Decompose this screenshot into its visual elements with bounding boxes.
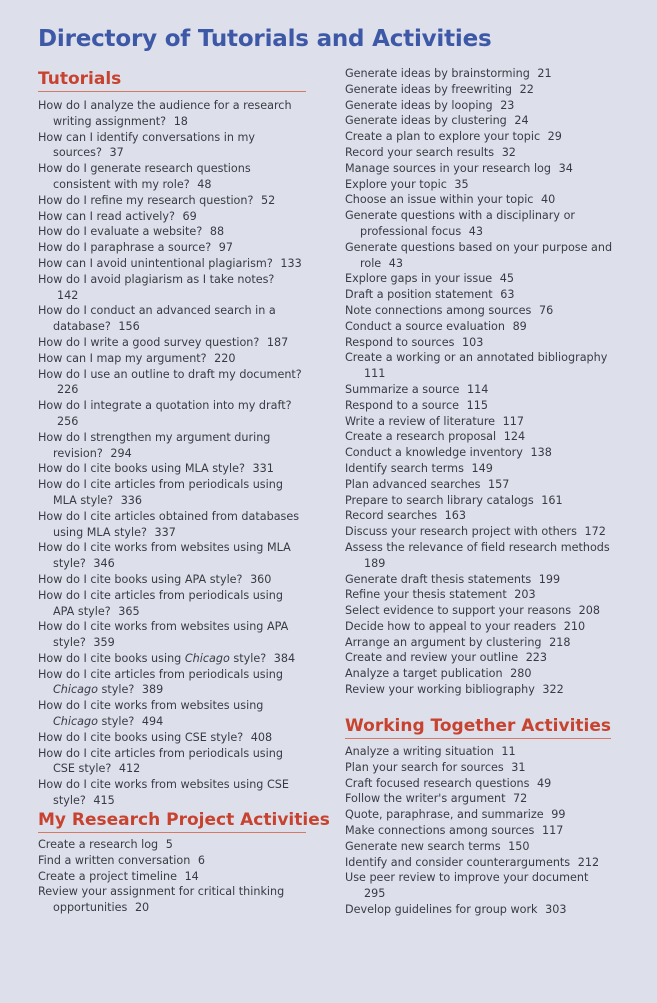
tutorial-entry (38, 509, 303, 541)
activity-entry (345, 524, 617, 540)
entry-text: How do I write a good survey question? (38, 335, 260, 349)
page-number: 256 (57, 414, 79, 428)
entry-text: Select evidence to support your reasons (345, 604, 572, 618)
page-number: 412 (118, 762, 141, 776)
activity-entry (345, 66, 617, 82)
page-number: 346 (93, 557, 115, 571)
entry-text: Create a project timeline (38, 869, 177, 883)
page-number: 226 (57, 383, 79, 397)
activity-entry (345, 271, 617, 287)
page-number: 187 (266, 335, 289, 349)
activity-entry (345, 319, 617, 335)
my-research-list (38, 837, 303, 916)
entry-text: How can I read actively? (38, 209, 175, 223)
entry-text: How do I cite books using APA style? (38, 572, 243, 586)
activity-entry (345, 744, 617, 760)
activity-entry (345, 98, 617, 114)
page-number: 72 (513, 792, 528, 806)
tutorial-entry (38, 209, 303, 225)
page-number: 89 (512, 319, 527, 333)
activity-entry (345, 477, 617, 493)
entry-text: How do I conduct an advanced search in a database? (38, 304, 276, 334)
page-number: 14 (184, 869, 199, 883)
activity-entry (345, 382, 617, 398)
activity-entry (345, 161, 617, 177)
entry-text: How do I use an outline to draft my document? (38, 367, 302, 381)
activity-entry (345, 82, 617, 98)
page-number: 76 (538, 303, 554, 317)
entry-text: Decide how to appeal to your readers (345, 619, 557, 633)
entry-text: How do I cite works from websites using (38, 699, 264, 713)
page-number: 69 (182, 209, 197, 223)
entry-text: Review your working bibliography (345, 683, 535, 697)
page-number: 336 (120, 493, 143, 507)
activity-entry (345, 192, 617, 208)
entry-text: How do I cite articles from periodicals using APA style? (38, 588, 283, 618)
entry-text: Assess the relevance of field research methods (345, 540, 610, 554)
page-number: 337 (154, 525, 176, 539)
page-number: 156 (118, 320, 140, 334)
page-number: 163 (444, 509, 467, 523)
activity-entry (345, 398, 617, 414)
page-number: 294 (110, 446, 132, 460)
entry-text: Generate questions with a disciplinary or professional focus (345, 209, 576, 238)
entry-text: Explore gaps in your issue (345, 272, 493, 286)
entry-text: How do I avoid plagiarism as I take notes? (38, 272, 275, 286)
tutorial-entry (38, 698, 303, 730)
activity-entry (345, 776, 617, 792)
tutorial-entry (38, 351, 303, 367)
tutorial-entry (38, 667, 303, 699)
activity-entry (345, 791, 617, 807)
entry-text: How do I integrate a quotation into my draft? (38, 399, 292, 413)
entry-text: How do I cite books using (38, 651, 185, 665)
page-number: 43 (388, 256, 404, 270)
page-number: 149 (471, 461, 493, 475)
entry-text: How can I map my argument? (38, 351, 207, 365)
entry-text: Prepare to search library catalogs (345, 493, 534, 507)
page-number: 31 (511, 760, 526, 774)
activity-entry (345, 572, 617, 588)
entry-text: Identify search terms (345, 461, 464, 475)
entry-text: How do I cite books using CSE style? (38, 730, 244, 744)
page-number: 161 (541, 493, 563, 507)
activity-entry (345, 287, 617, 303)
entry-text: How do I cite articles from periodicals using CSE style? (38, 746, 283, 776)
entry-italic-text: Chicago (53, 715, 98, 729)
entry-italic-text: Chicago (53, 683, 98, 697)
entry-text: Generate new search terms (345, 839, 501, 853)
tutorial-entry (38, 746, 303, 778)
page-number: 103 (462, 335, 484, 349)
entry-text: Generate ideas by brainstorming (345, 67, 530, 80)
entry-text: Create a research log (38, 838, 159, 851)
page-number: 223 (525, 651, 548, 665)
entry-text: Note connections among sources (345, 303, 532, 317)
entry-text: Create a working or an annotated bibliography (345, 351, 608, 365)
entry-text: How can I identify conversations in my sources? (38, 130, 256, 160)
activity-entry (345, 855, 617, 871)
entry-text: Analyze a writing situation (345, 745, 494, 758)
page-number: 124 (503, 430, 526, 444)
tutorial-entry (38, 619, 303, 651)
entry-text: Summarize a source (345, 382, 460, 396)
entry-text: Plan advanced searches (345, 477, 481, 491)
activity-entry (345, 335, 617, 351)
entry-text: Draft a position statement (345, 288, 493, 302)
page-number: 48 (197, 177, 212, 191)
entry-text: How do I generate research questions consistent with my role? (38, 162, 251, 191)
entry-text: Use peer review to improve your document (345, 871, 589, 885)
page-number: 150 (508, 839, 530, 853)
entry-text: Choose an issue within your topic (345, 193, 534, 207)
activities-list (345, 66, 617, 698)
page-number: 5 (165, 838, 173, 851)
page-number: 360 (250, 572, 272, 586)
activity-entry (345, 240, 617, 272)
activity-entry (345, 350, 617, 382)
activity-entry (345, 177, 617, 193)
activity-entry (345, 870, 617, 902)
page-number: 29 (547, 130, 562, 144)
tutorial-entry (38, 335, 303, 351)
entry-text: Record your search results (345, 145, 495, 159)
entry-text: Generate ideas by looping (345, 98, 493, 112)
entry-text: How do I evaluate a website? (38, 225, 203, 239)
page-number: 408 (250, 730, 273, 744)
entry-text: Write a review of literature (345, 414, 496, 428)
entry-text: Plan your search for sources (345, 760, 504, 774)
entry-italic-text: Chicago (184, 651, 230, 665)
activity-entry (345, 493, 617, 509)
entry-text: Refine your thesis statement (345, 588, 507, 602)
tutorial-entry (38, 477, 303, 509)
page-number: 295 (364, 887, 386, 901)
tutorial-entry (38, 130, 303, 162)
page-number: 97 (218, 241, 233, 255)
page-number: 24 (514, 114, 529, 128)
entry-text: Arrange an argument by clustering (345, 635, 542, 649)
entry-text: How do I cite articles from periodicals using MLA style? (38, 478, 283, 507)
activity-entry (345, 145, 617, 161)
page-number: 6 (197, 853, 206, 867)
entry-text: How do I strengthen my argument during revision? (38, 430, 271, 460)
page-number: 172 (584, 525, 606, 539)
page-number: 52 (261, 193, 276, 207)
entry-text: Generate ideas by clustering (345, 114, 507, 128)
entry-text: Record searches (345, 509, 438, 523)
entry-text: Generate draft thesis statements (345, 572, 532, 586)
activity-entry (345, 587, 617, 603)
entry-text: Create a plan to explore your topic (345, 130, 541, 144)
page-number: 157 (488, 477, 510, 491)
tutorial-entry (38, 303, 303, 335)
tutorial-entry (38, 430, 303, 462)
entry-text: Analyze a target publication (345, 667, 503, 681)
entry-text: Identify and consider counterarguments (345, 855, 571, 869)
tutorial-entry (38, 730, 303, 746)
activity-entry (345, 303, 617, 319)
activity-entry (345, 839, 617, 855)
page-number: 331 (252, 462, 274, 476)
page-number: 199 (538, 572, 561, 586)
tutorial-entry (38, 572, 303, 588)
tutorial-entry (38, 98, 303, 130)
entry-text: How do I cite articles from periodicals using (38, 667, 283, 681)
entry-text: How can I avoid unintentional plagiarism? (38, 256, 273, 270)
activity-entry (345, 823, 617, 839)
activity-entry (345, 682, 617, 698)
activity-entry (38, 869, 303, 885)
entry-text: Find a written conversation (38, 853, 191, 867)
working-together-list (345, 744, 617, 918)
tutorial-entry (38, 651, 303, 667)
activity-entry (38, 853, 303, 869)
tutorial-entry (38, 367, 303, 399)
page-number: 494 (141, 715, 164, 729)
tutorial-entry (38, 256, 303, 272)
entry-text: Respond to sources (345, 335, 455, 349)
page-number: 32 (501, 145, 516, 159)
entry-text: style? (229, 651, 267, 665)
page-number: 415 (93, 794, 115, 808)
page-number: 117 (541, 823, 564, 837)
page-number: 34 (558, 161, 573, 175)
tutorial-entry (38, 398, 303, 430)
my-research-heading: My Research Project Activities (38, 810, 306, 833)
page-number: 43 (468, 224, 484, 238)
working-together-heading: Working Together Activities (345, 716, 611, 739)
tutorial-entry (38, 161, 303, 193)
tutorial-entry (38, 272, 303, 304)
activity-entry (38, 837, 303, 853)
entry-text: How do I refine my research question? (38, 193, 254, 207)
page-number: 208 (578, 604, 600, 618)
entry-text: Explore your topic (345, 177, 447, 191)
tutorial-entry (38, 540, 303, 572)
page-number: 384 (273, 651, 296, 665)
activity-entry (345, 414, 617, 430)
activity-entry (345, 650, 617, 666)
entry-text: Quote, paraphrase, and summarize (345, 808, 544, 822)
entry-text: Create and review your outline (345, 651, 519, 665)
activity-entry (345, 635, 617, 651)
page-number: 11 (501, 745, 516, 758)
activity-entry (345, 208, 617, 240)
page-number: 365 (118, 604, 140, 618)
page-number: 322 (542, 683, 564, 697)
activity-entry (345, 603, 617, 619)
tutorial-entry (38, 777, 303, 809)
page-number: 303 (545, 902, 567, 916)
entry-text: Respond to a source (345, 398, 460, 412)
page-number: 115 (466, 398, 488, 412)
entry-text: style? (97, 683, 135, 697)
page-number: 133 (280, 256, 302, 270)
activity-entry (345, 508, 617, 524)
page-number: 99 (551, 808, 566, 822)
entry-text: How do I cite articles obtained from databases using MLA style? (38, 509, 300, 539)
page-number: 37 (109, 146, 124, 160)
entry-text: How do I paraphrase a source? (38, 241, 212, 255)
tutorials-heading: Tutorials (38, 69, 306, 92)
page-number: 18 (173, 114, 188, 128)
activity-entry (345, 540, 617, 572)
page-title: Directory of Tutorials and Activities (38, 26, 492, 52)
page-number: 114 (467, 382, 489, 396)
page-number: 20 (134, 901, 150, 915)
page-number: 21 (537, 67, 552, 80)
page-number: 212 (577, 855, 600, 869)
page-number: 117 (502, 414, 524, 428)
activity-entry (345, 445, 617, 461)
activity-entry (345, 429, 617, 445)
tutorial-entry (38, 240, 303, 256)
activity-entry (345, 461, 617, 477)
tutorial-entry (38, 224, 303, 240)
page-number: 49 (537, 776, 552, 790)
activity-entry (345, 129, 617, 145)
entry-text: Discuss your research project with others (345, 525, 577, 539)
activity-entry (345, 666, 617, 682)
activity-entry (345, 619, 617, 635)
entry-text: Follow the writer's argument (345, 792, 506, 806)
entry-text: How do I cite works from websites using APA style? (38, 620, 289, 650)
tutorials-list (38, 98, 303, 809)
page-number: 218 (549, 635, 571, 649)
page-number: 220 (214, 351, 236, 365)
page-number: 389 (141, 683, 164, 697)
page-number: 359 (93, 636, 115, 650)
entry-text: Make connections among sources (345, 823, 535, 837)
entry-text: Review your assignment for critical thinking opportunities (38, 885, 285, 915)
entry-text: Generate ideas by freewriting (345, 82, 513, 96)
entry-text: Conduct a source evaluation (345, 319, 505, 333)
page-number: 189 (364, 556, 386, 570)
page-number: 45 (499, 272, 514, 286)
page-number: 35 (454, 177, 469, 191)
activity-entry (345, 760, 617, 776)
entry-text: How do I cite works from websites using MLA style? (38, 541, 291, 571)
page-number: 88 (209, 225, 225, 239)
page-number: 203 (514, 588, 536, 602)
activity-entry (345, 113, 617, 129)
entry-text: Manage sources in your research log (345, 161, 552, 175)
page-number: 40 (541, 193, 556, 207)
page-number: 111 (364, 367, 386, 381)
page-number: 22 (519, 82, 534, 96)
activity-entry (38, 884, 303, 916)
tutorial-entry (38, 461, 303, 477)
page-number: 138 (530, 446, 552, 460)
entry-text: How do I cite books using MLA style? (38, 462, 245, 476)
tutorial-entry (38, 588, 303, 620)
entry-text: How do I analyze the audience for a research writing assignment? (38, 99, 292, 128)
entry-text: style? (97, 715, 135, 729)
entry-text: Conduct a knowledge inventory (345, 446, 523, 460)
page-number: 142 (57, 288, 79, 302)
tutorial-entry (38, 193, 303, 209)
page-number: 210 (563, 619, 586, 633)
page-number: 280 (510, 667, 532, 681)
entry-text: Generate questions based on your purpose and role (345, 240, 613, 270)
entry-text: Craft focused research questions (345, 776, 530, 790)
entry-text: How do I cite works from websites using CSE style? (38, 778, 289, 808)
page-number: 23 (500, 98, 515, 112)
entry-text: Create a research proposal (345, 430, 497, 444)
activity-entry (345, 902, 617, 918)
entry-text: Develop guidelines for group work (345, 902, 538, 916)
activity-entry (345, 807, 617, 823)
page-number: 63 (500, 288, 515, 302)
